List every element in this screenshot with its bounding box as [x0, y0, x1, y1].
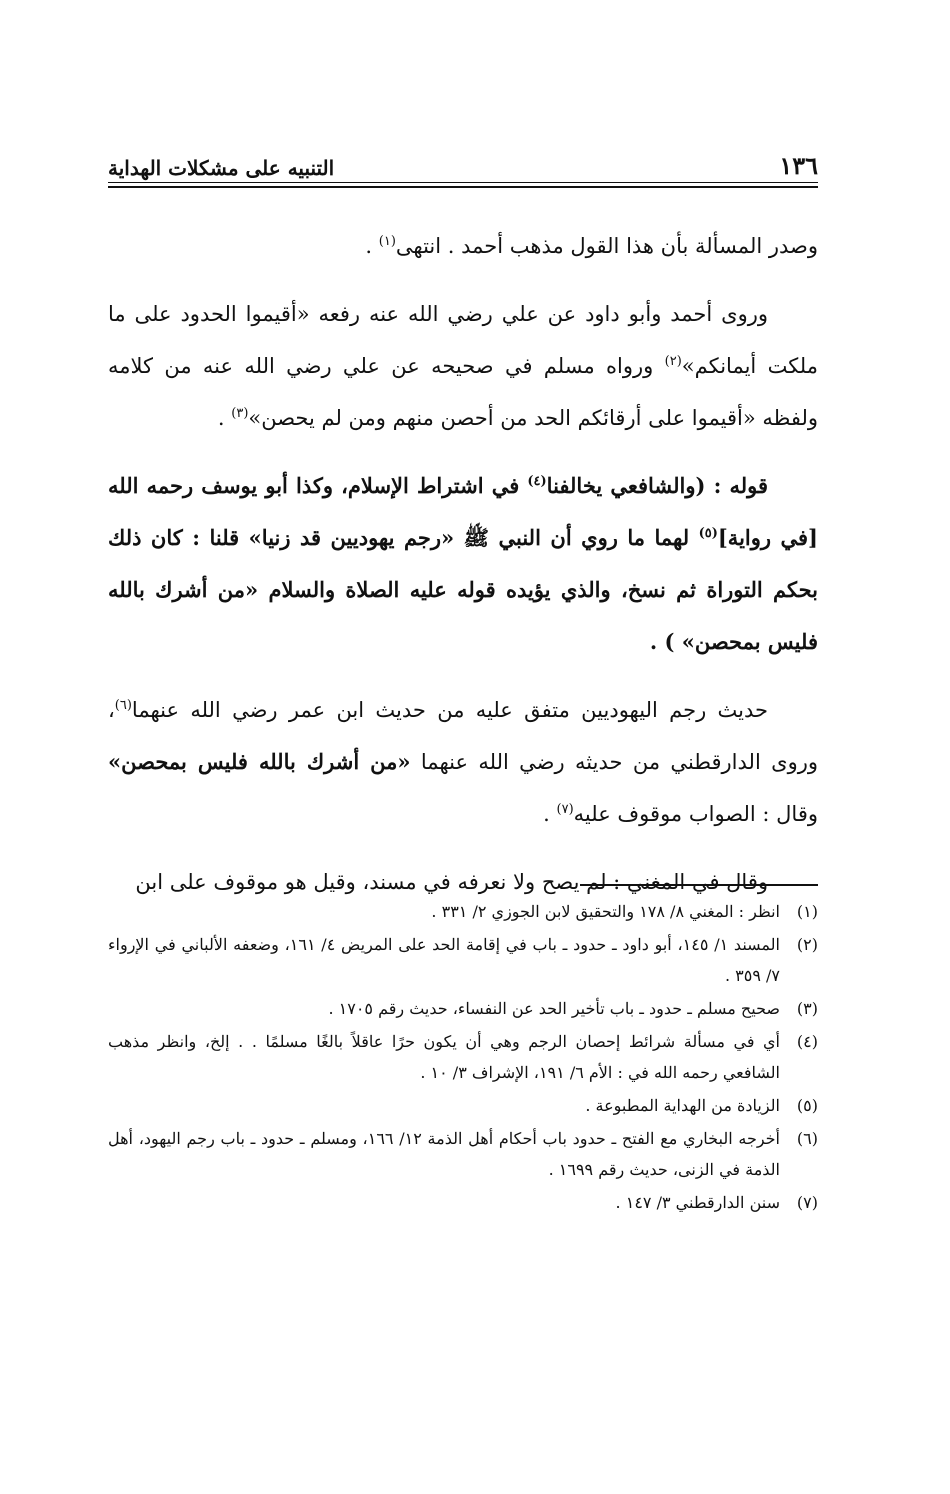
- paragraph-4: [108, 684, 818, 840]
- paragraph-1: [108, 220, 818, 272]
- paragraph-3-text-a: قوله : (والشافعي يخالفنا: [546, 473, 769, 498]
- page-number: ١٣٦: [779, 151, 818, 180]
- footnote-item: [108, 1187, 818, 1218]
- footnote-number: (٧): [796, 1193, 818, 1212]
- paragraph-2-text-a: وروى أحمد وأبو داود عن علي رضي الله عنه رفعه «أقيموا الحدود على ما ملكت أيمانكم»: [108, 302, 819, 378]
- footnote-item: [108, 929, 818, 991]
- footnote-ref-7: (٧): [556, 802, 574, 817]
- paragraph-4-text-c: وقال : الصواب موقوف عليه: [573, 802, 818, 826]
- paragraph-4-end: .: [543, 802, 557, 826]
- page-header: [108, 140, 818, 180]
- footnote-text: أخرجه البخاري مع الفتح ـ حدود باب أحكام أهل الذمة ١٢/ ١٦٦، ومسلم ـ حدود ـ باب رجم اليهود، أهل الذمة في الزنى، حديث رقم ١٦٩٩ .: [108, 1129, 780, 1179]
- running-title: التنبيه على مشكلات الهداية: [108, 156, 335, 180]
- paragraph-2-text-b: ورواه مسلم في صحيحه عن علي رضي الله عنه من كلامه ولفظه «أقيموا على أرقائكم الحد من أحصن منهم ومن لم يحصن»: [108, 354, 818, 430]
- paragraph-4-text-a: حديث رجم اليهوديين متفق عليه من حديث ابن عمر رضي الله عنهما: [131, 698, 768, 722]
- footnote-ref-4: (٤): [527, 474, 547, 489]
- footnote-ref-5: (٥): [698, 526, 718, 541]
- paragraph-1-end: .: [365, 234, 379, 258]
- paragraph-4-hadith: «من أشرك بالله فليس بمحصن»: [108, 749, 411, 774]
- footnote-item: [108, 1090, 818, 1121]
- paragraph-2-end: .: [217, 406, 232, 430]
- footnote-number: (٤): [796, 1032, 818, 1051]
- footnote-item: [108, 993, 818, 1024]
- footnote-number: (٣): [796, 999, 818, 1018]
- paragraph-3-text-b: في اشتراط الإسلام، وكذا أبو يوسف رحمه الله [في رواية]: [108, 473, 818, 550]
- footnote-ref-6: (٦): [114, 698, 132, 713]
- header-rule-thick: [108, 186, 818, 188]
- body-text: [108, 220, 818, 924]
- footnote-ref-1: (١): [378, 234, 396, 249]
- footnote-item: [108, 1026, 818, 1088]
- footnote-number: (٦): [796, 1129, 818, 1148]
- footnote-number: (٢): [796, 935, 818, 954]
- footnote-separator: [580, 884, 818, 886]
- paragraph-3-text-c: لهما ما روي أن النبي ﷺ «رجم يهوديين قد زنيا» قلنا : كان ذلك بحكم التوراة ثم نسخ، والذي يؤيده قوله عليه الصلاة والسلام «من أشرك بالله فليس بمحصن» ) .: [108, 525, 818, 654]
- footnote-text: أي في مسألة شرائط إحصان الرجم وهي أن يكون حرًا عاقلاً بالغًا مسلمًا . . إلخ، وانظر مذهب الشافعي رحمه الله في : الأم ٦/ ١٩١، الإشراف ٣/ ١٠ .: [108, 1032, 780, 1082]
- footnote-text: سنن الدارقطني ٣/ ١٤٧ .: [615, 1193, 780, 1212]
- paragraph-4-text-b: ، وروى الدارقطني من حديثه رضي الله عنهما: [108, 698, 819, 774]
- footnote-text: صحيح مسلم ـ حدود ـ باب تأخير الحد عن النفساء، حديث رقم ١٧٠٥ .: [328, 999, 780, 1018]
- paragraph-2: [108, 288, 818, 444]
- footnote-number: (٥): [796, 1096, 818, 1115]
- footnote-text: المسند ١/ ١٤٥، أبو داود ـ حدود ـ باب في إقامة الحد على المريض ٤/ ١٦١، وضعفه الألباني في الإرواء ٧/ ٣٥٩ .: [108, 935, 781, 985]
- footnote-item: [108, 1123, 818, 1185]
- paragraph-3-quoted-text: [108, 460, 818, 668]
- header-rule-thin: [108, 182, 818, 183]
- paragraph-5-text: وقال في المغني : لم يصح ولا نعرفه في مسند، وقيل هو موقوف على ابن: [135, 870, 768, 894]
- footnotes: [108, 896, 818, 1220]
- footnote-ref-3: (٣): [231, 406, 249, 421]
- paragraph-1-text: وصدر المسألة بأن هذا القول مذهب أحمد . انتهى: [395, 234, 818, 258]
- footnote-text: الزيادة من الهداية المطبوعة .: [585, 1096, 780, 1115]
- footnote-ref-2: (٢): [664, 354, 682, 369]
- footnote-text: انظر : المغني ٨/ ١٧٨ والتحقيق لابن الجوزي ٢/ ٣٣١ .: [431, 902, 780, 921]
- footnote-number: (١): [796, 902, 818, 921]
- footnote-item: [108, 896, 818, 927]
